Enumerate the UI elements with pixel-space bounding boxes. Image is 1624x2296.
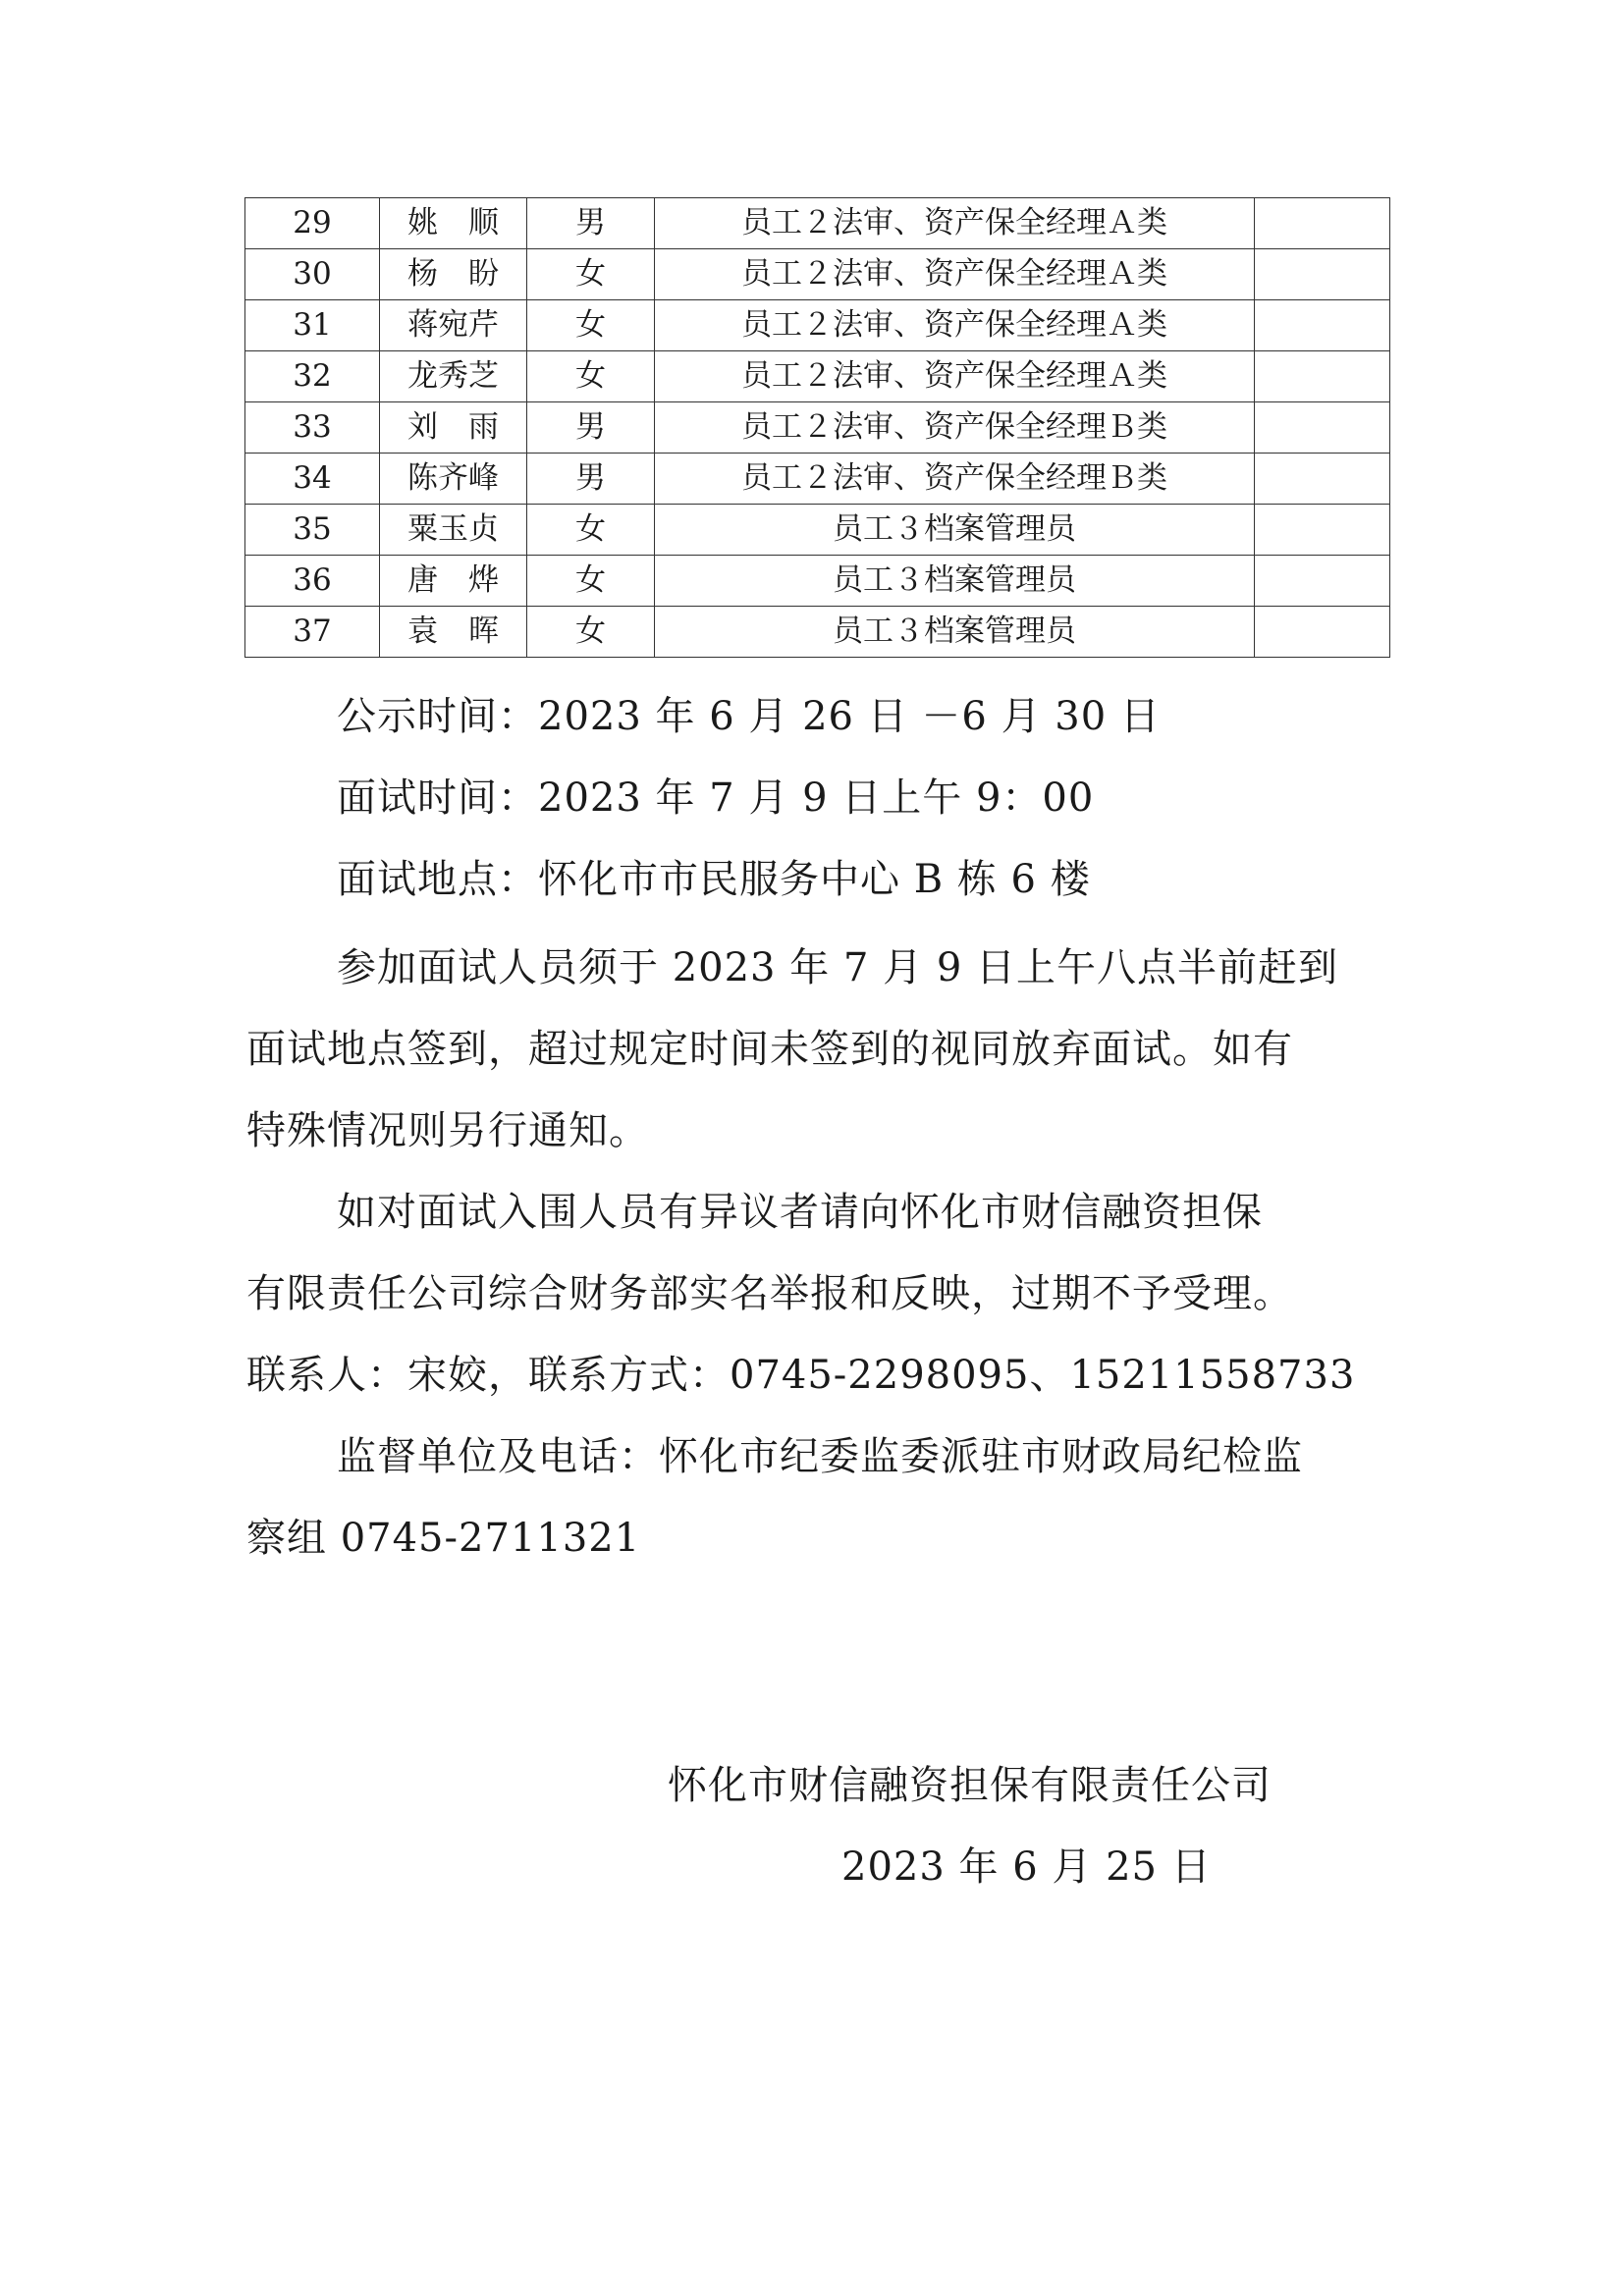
interview-place: 面试地点：怀化市市民服务中心 B 栋 6 楼 <box>337 857 1091 902</box>
cell-name: 袁 晖 <box>380 607 527 658</box>
cell-gender: 女 <box>527 351 655 402</box>
paragraph-line: 联系人：宋姣，联系方式：0745-2298095、15211558733 <box>246 1353 1356 1398</box>
cell-gender: 女 <box>527 300 655 351</box>
cell-name: 龙秀芝 <box>380 351 527 402</box>
signature-date: 2023 年 6 月 25 日 <box>841 1844 1212 1890</box>
cell-no: 31 <box>245 300 380 351</box>
cell-position: 员工３档案管理员 <box>655 505 1255 556</box>
cell-position: 员工２法审、资产保全经理Ａ类 <box>655 351 1255 402</box>
interview-time: 面试时间：2023 年 7 月 9 日上午 9：00 <box>337 775 1095 821</box>
table-row <box>245 607 1390 658</box>
table-row <box>245 402 1390 454</box>
objection-paragraph <box>246 1172 1387 1416</box>
paragraph-line: 面试地点签到，超过规定时间未签到的视同放弃面试。如有 <box>246 1027 1293 1072</box>
cell-note <box>1255 198 1390 249</box>
cell-note <box>1255 556 1390 607</box>
cell-gender: 女 <box>527 556 655 607</box>
table-row <box>245 454 1390 505</box>
cell-no: 32 <box>245 351 380 402</box>
cell-note <box>1255 607 1390 658</box>
cell-gender: 女 <box>527 607 655 658</box>
cell-no: 35 <box>245 505 380 556</box>
cell-note <box>1255 454 1390 505</box>
table-row <box>245 198 1390 249</box>
cell-gender: 男 <box>527 454 655 505</box>
cell-no: 33 <box>245 402 380 454</box>
paragraph-line: 有限责任公司综合财务部实名举报和反映，过期不予受理。 <box>246 1271 1293 1316</box>
cell-name: 粟玉贞 <box>380 505 527 556</box>
cell-position: 员工３档案管理员 <box>655 556 1255 607</box>
cell-note <box>1255 402 1390 454</box>
cell-no: 30 <box>245 249 380 300</box>
cell-name: 陈齐峰 <box>380 454 527 505</box>
cell-no: 34 <box>245 454 380 505</box>
paragraph-line: 察组 0745-2711321 <box>246 1516 641 1561</box>
table-row <box>245 351 1390 402</box>
paragraph-line: 参加面试人员须于 2023 年 7 月 9 日上午八点半前赶到 <box>337 945 1338 990</box>
candidate-table <box>244 197 1390 658</box>
cell-gender: 男 <box>527 402 655 454</box>
paragraph-line: 特殊情况则另行通知。 <box>246 1108 649 1153</box>
cell-name: 刘 雨 <box>380 402 527 454</box>
cell-position: 员工２法审、资产保全经理Ｂ类 <box>655 454 1255 505</box>
cell-gender: 女 <box>527 249 655 300</box>
table-row <box>245 300 1390 351</box>
cell-note <box>1255 300 1390 351</box>
cell-name: 杨 盼 <box>380 249 527 300</box>
paragraph-line: 监督单位及电话：怀化市纪委监委派驻市财政局纪检监 <box>337 1434 1303 1479</box>
signature-company: 怀化市财信融资担保有限责任公司 <box>668 1763 1272 1808</box>
cell-no: 29 <box>245 198 380 249</box>
publicity-time: 公示时间：2023 年 6 月 26 日 －6 月 30 日 <box>337 694 1161 739</box>
supervision-paragraph <box>246 1416 1387 1579</box>
cell-position: 员工２法审、资产保全经理Ａ类 <box>655 300 1255 351</box>
cell-note <box>1255 505 1390 556</box>
cell-note <box>1255 351 1390 402</box>
cell-position: 员工２法审、资产保全经理Ａ类 <box>655 198 1255 249</box>
arrival-paragraph <box>246 928 1387 1172</box>
cell-position: 员工２法审、资产保全经理Ｂ类 <box>655 402 1255 454</box>
cell-gender: 男 <box>527 198 655 249</box>
cell-no: 37 <box>245 607 380 658</box>
cell-gender: 女 <box>527 505 655 556</box>
cell-note <box>1255 249 1390 300</box>
table-row <box>245 249 1390 300</box>
table-row <box>245 556 1390 607</box>
cell-no: 36 <box>245 556 380 607</box>
paragraph-line: 如对面试入围人员有异议者请向怀化市财信融资担保 <box>337 1190 1263 1235</box>
cell-name: 蒋宛芹 <box>380 300 527 351</box>
table-row <box>245 505 1390 556</box>
cell-position: 员工３档案管理员 <box>655 607 1255 658</box>
cell-name: 唐 烨 <box>380 556 527 607</box>
cell-position: 员工２法审、资产保全经理Ａ类 <box>655 249 1255 300</box>
cell-name: 姚 顺 <box>380 198 527 249</box>
